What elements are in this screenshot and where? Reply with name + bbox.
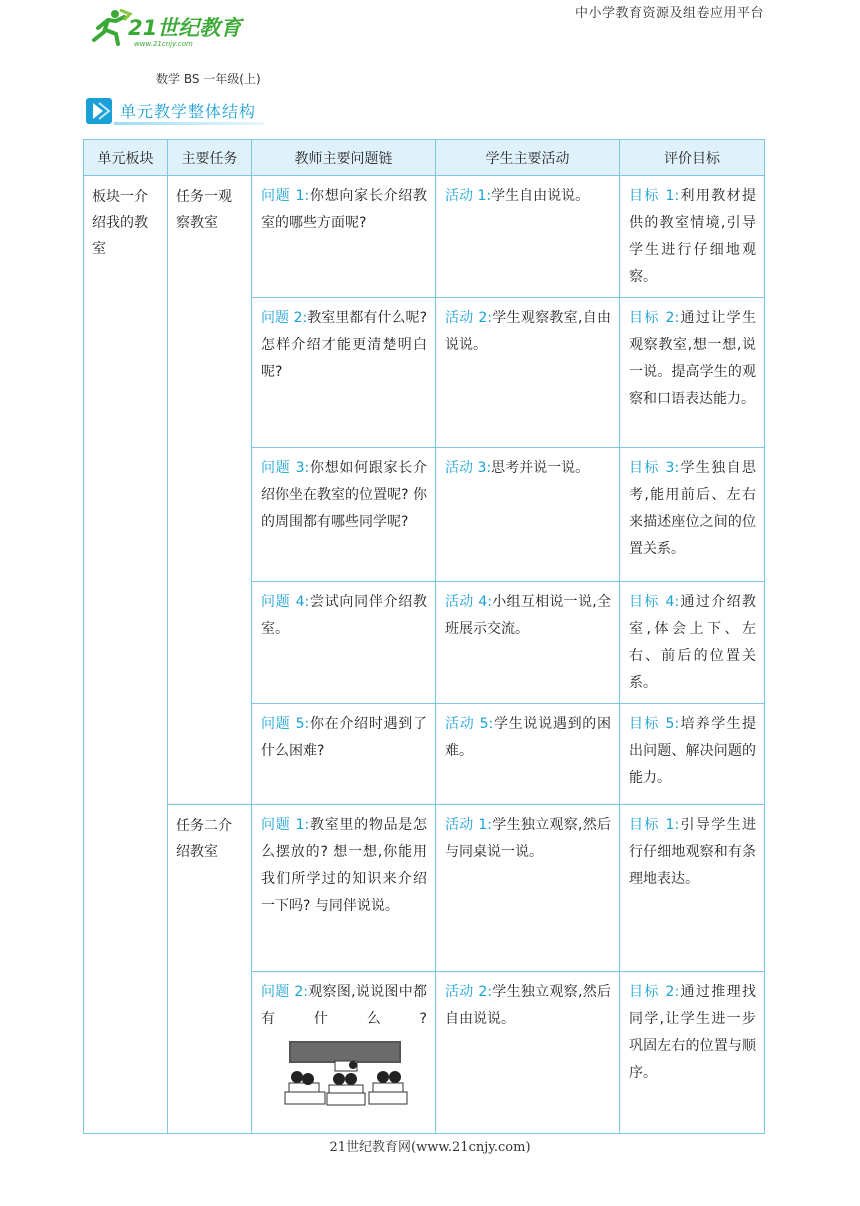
goal-text: 通过让学生观察教室,想一想,说一说。提高学生的观察和口语表达能力。	[629, 310, 756, 407]
question-text: 你想如何跟家长介绍你坐在教室的位置呢? 你的周围都有哪些同学呢?	[261, 460, 428, 530]
question-cell	[252, 704, 436, 805]
question-label: 问题 1:	[261, 188, 310, 204]
platform-name: 中小学教育资源及组卷应用平台	[574, 6, 764, 21]
activity-text: 学生独立观察,然后与同桌说一说。	[445, 817, 612, 860]
task-cell	[168, 176, 252, 805]
goal-cell	[620, 582, 765, 704]
activity-text: 学生说说遇到的困难。	[445, 716, 612, 759]
question-label: 问题 2:	[261, 310, 308, 326]
question-text: 观察图,说说图中都有什么?	[261, 984, 428, 1027]
activity-cell	[436, 704, 620, 805]
table-row	[84, 805, 765, 972]
section-title	[86, 96, 276, 126]
goal-label: 目标 1:	[629, 817, 680, 833]
task-label: 任务一观察教室	[176, 189, 232, 231]
course-label: 数学 BS 一年级(上)	[156, 72, 261, 86]
goal-label: 目标 2:	[629, 984, 680, 1000]
goal-label: 目标 3:	[629, 460, 680, 476]
table-row	[84, 176, 765, 298]
question-label: 问题 5:	[261, 716, 310, 732]
activity-text: 思考并说一说。	[491, 460, 590, 476]
activity-text: 学生独立观察,然后自由说说。	[445, 984, 612, 1027]
goal-cell	[620, 298, 765, 448]
question-cell	[252, 448, 436, 582]
activity-text: 小组互相说一说,全班展示交流。	[445, 594, 612, 637]
col-header-questions: 教师主要问题链	[252, 140, 436, 176]
activity-label: 活动 5:	[445, 716, 494, 732]
question-cell	[252, 972, 436, 1134]
goal-text: 通过介绍教室,体会上下、左右、前后的位置关系。	[629, 594, 756, 691]
question-text: 你在介绍时遇到了什么困难?	[261, 716, 428, 759]
goal-label: 目标 4:	[629, 594, 680, 610]
task-cell	[168, 805, 252, 1134]
activity-text: 学生观察教室,自由说说。	[445, 310, 612, 353]
activity-cell	[436, 176, 620, 298]
question-cell	[252, 176, 436, 298]
goal-label: 目标 2:	[629, 310, 680, 326]
col-header-task: 主要任务	[168, 140, 252, 176]
goal-label: 目标 1:	[629, 188, 680, 204]
activity-label: 活动 3:	[445, 460, 492, 476]
activity-label: 活动 1:	[445, 817, 492, 833]
svg-text:www.21cnjy.com: www.21cnjy.com	[134, 40, 193, 48]
question-label: 问题 4:	[261, 594, 310, 610]
activity-cell	[436, 582, 620, 704]
goal-text: 学生独自思考,能用前后、左右来描述座位之间的位置关系。	[629, 460, 756, 557]
svg-text:21世纪教育: 21世纪教育	[128, 16, 242, 40]
section-title-text: 单元教学整体结构	[120, 102, 257, 121]
goal-text: 通过推理找同学,让学生进一步巩固左右的位置与顺序。	[629, 984, 756, 1081]
goal-label: 目标 5:	[629, 716, 680, 732]
section-title-underline	[114, 122, 264, 125]
question-text: 教室里的物品是怎么摆放的? 想一想,你能用我们所学过的知识来介绍一下吗? 与同伴说说。	[261, 817, 428, 914]
goal-cell	[620, 972, 765, 1134]
activity-cell	[436, 298, 620, 448]
site-logo	[84, 8, 244, 48]
question-cell	[252, 805, 436, 972]
goal-cell	[620, 805, 765, 972]
activity-label: 活动 2:	[445, 310, 492, 326]
goal-text: 利用教材提供的教室情境,引导学生进行仔细地观察。	[629, 188, 756, 285]
col-header-block: 单元板块	[84, 140, 168, 176]
goal-text: 引导学生进行仔细地观察和有条理地表达。	[629, 817, 756, 887]
col-header-activities: 学生主要活动	[436, 140, 620, 176]
question-text: 尝试向同伴介绍教室。	[261, 594, 428, 637]
classroom-illustration	[281, 1039, 409, 1109]
activity-label: 活动 4:	[445, 594, 492, 610]
activity-cell	[436, 805, 620, 972]
activity-cell	[436, 972, 620, 1134]
question-label: 问题 1:	[261, 817, 310, 833]
structure-table	[83, 139, 765, 1134]
question-text: 你想向家长介绍教室的哪些方面呢?	[261, 188, 428, 231]
page-footer: 21世纪教育网(www.21cnjy.com)	[329, 1140, 531, 1155]
block-cell	[84, 176, 168, 1134]
play-arrow-icon	[86, 98, 112, 124]
question-cell	[252, 582, 436, 704]
question-text: 教室里都有什么呢? 怎样介绍才能更清楚明白呢?	[261, 310, 427, 380]
activity-cell	[436, 448, 620, 582]
question-cell	[252, 298, 436, 448]
table-header-row	[84, 140, 765, 176]
activity-label: 活动 2:	[445, 984, 492, 1000]
goal-cell	[620, 704, 765, 805]
goal-cell	[620, 448, 765, 582]
activity-label: 活动 1:	[445, 188, 492, 204]
question-label: 问题 2:	[261, 984, 308, 1000]
question-label: 问题 3:	[261, 460, 310, 476]
task-label: 任务二介绍教室	[176, 818, 232, 860]
activity-text: 学生自由说说。	[491, 188, 590, 204]
col-header-goals: 评价目标	[620, 140, 765, 176]
block-label: 板块一介绍我的教室	[92, 189, 148, 257]
goal-cell	[620, 176, 765, 298]
goal-text: 培养学生提出问题、解决问题的能力。	[629, 716, 756, 786]
